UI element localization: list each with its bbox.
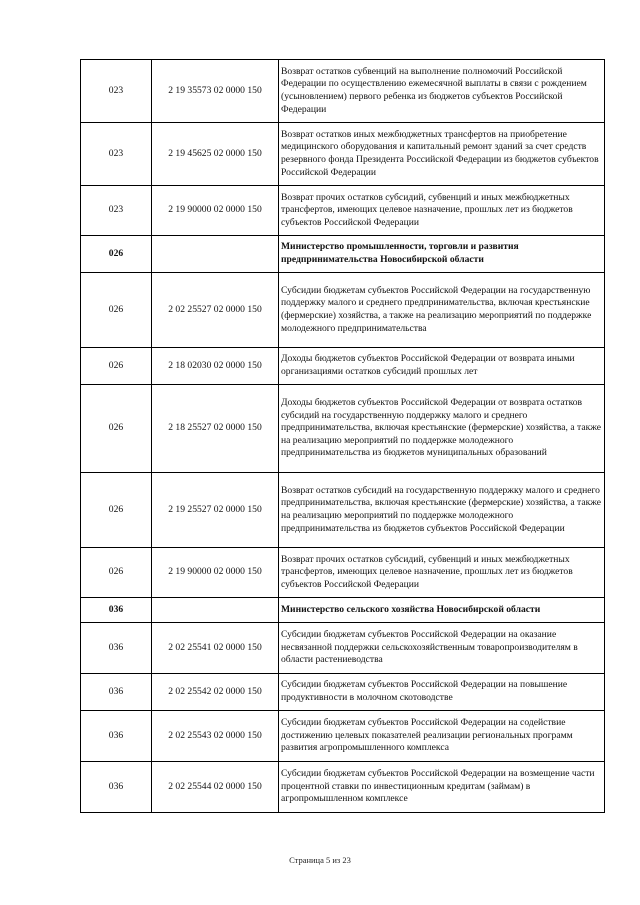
- table-row: [81, 123, 605, 186]
- admin-code-cell: 026: [81, 548, 152, 598]
- table-header-row: [81, 598, 605, 623]
- admin-code-cell: 023: [81, 60, 152, 123]
- revenue-code-cell: 2 19 45625 02 0000 150: [152, 123, 279, 186]
- revenue-code-cell: 2 02 25542 02 0000 150: [152, 674, 279, 711]
- revenue-name-cell: Субсидии бюджетам субъектов Российской Федерации на оказание несвязанной поддержки сельскохозяйственным товаропроизводителям в области растениеводства: [279, 623, 605, 674]
- table-row: [81, 711, 605, 762]
- revenue-code-cell: 2 19 25527 02 0000 150: [152, 473, 279, 548]
- revenue-code-cell: 2 18 02030 02 0000 150: [152, 348, 279, 385]
- table-row: [81, 60, 605, 123]
- revenue-code-cell: 2 02 25541 02 0000 150: [152, 623, 279, 674]
- table-row: [81, 548, 605, 598]
- admin-code-cell: 036: [81, 598, 152, 623]
- admin-code-cell: 036: [81, 674, 152, 711]
- table-row: [81, 186, 605, 236]
- table-row: [81, 473, 605, 548]
- revenue-code-cell: 2 02 25543 02 0000 150: [152, 711, 279, 762]
- revenue-name-cell: Доходы бюджетов субъектов Российской Федерации от возврата иными организациями остатков субсидий прошлых лет: [279, 348, 605, 385]
- revenue-code-cell: [152, 598, 279, 623]
- revenue-name-cell: Возврат прочих остатков субсидий, субвенций и иных межбюджетных трансфертов, имеющих целевое назначение, прошлых лет из бюджетов субъектов Российской Федерации: [279, 186, 605, 236]
- table-body: [81, 60, 605, 813]
- revenue-code-cell: 2 19 35573 02 0000 150: [152, 60, 279, 123]
- admin-code-cell: 036: [81, 711, 152, 762]
- revenue-name-cell: Субсидии бюджетам субъектов Российской Федерации на повышение продуктивности в молочном скотоводстве: [279, 674, 605, 711]
- revenue-name-cell: Возврат остатков субвенций на выполнение полномочий Российской Федерации по осуществлению ежемесячной выплаты в связи с рождением (усыновлением) первого ребенка из бюджетов субъектов Российской Федерации: [279, 60, 605, 123]
- revenue-name-cell: Субсидии бюджетам субъектов Российской Федерации на возмещение части процентной ставки по инвестиционным кредитам (займам) в агропромышленном комплексе: [279, 762, 605, 813]
- table-row: [81, 623, 605, 674]
- admin-code-cell: 026: [81, 273, 152, 348]
- admin-code-cell: 026: [81, 348, 152, 385]
- revenue-name-cell: Возврат остатков субсидий на государственную поддержку малого и среднего предпринимательства, включая крестьянские (фермерские) хозяйства, а также на реализацию мероприятий по поддержке молодежного предпринимательства из бюджетов субъектов Российской Федерации: [279, 473, 605, 548]
- revenue-name-cell: Субсидии бюджетам субъектов Российской Федерации на содействие достижению целевых показателей реализации региональных программ развития агропромышленного комплекса: [279, 711, 605, 762]
- admin-code-cell: 026: [81, 236, 152, 273]
- revenue-name-cell: Министерство промышленности, торговли и развития предпринимательства Новосибирской области: [279, 236, 605, 273]
- table-row: [81, 674, 605, 711]
- budget-classification-table: [80, 59, 605, 813]
- revenue-code-cell: 2 19 90000 02 0000 150: [152, 548, 279, 598]
- revenue-name-cell: Министерство сельского хозяйства Новосибирской области: [279, 598, 605, 623]
- revenue-name-cell: Возврат прочих остатков субсидий, субвенций и иных межбюджетных трансфертов, имеющих целевое назначение, прошлых лет из бюджетов субъектов Российской Федерации: [279, 548, 605, 598]
- revenue-name-cell: Субсидии бюджетам субъектов Российской Федерации на государственную поддержку малого и среднего предпринимательства, включая крестьянские (фермерские) хозяйства, а также на реализацию мероприятий по поддержке молодежного предпринимательства: [279, 273, 605, 348]
- revenue-code-cell: 2 02 25527 02 0000 150: [152, 273, 279, 348]
- table-row: [81, 348, 605, 385]
- revenue-name-cell: Доходы бюджетов субъектов Российской Федерации от возврата остатков субсидий на государственную поддержку малого и среднего предпринимательства, включая крестьянские (фермерские) хозяйства, а также на реализацию мероприятий по поддержке молодежного предпринимательства из бюджетов муниципальных образований: [279, 385, 605, 473]
- revenue-code-cell: 2 19 90000 02 0000 150: [152, 186, 279, 236]
- table-row: [81, 273, 605, 348]
- table-header-row: [81, 236, 605, 273]
- table-row: [81, 762, 605, 813]
- admin-code-cell: 026: [81, 385, 152, 473]
- table-row: [81, 385, 605, 473]
- revenue-name-cell: Возврат остатков иных межбюджетных трансфертов на приобретение медицинского оборудования и капитальный ремонт зданий за счет средств резервного фонда Президента Российской Федерации из бюджетов субъектов Российской Федерации: [279, 123, 605, 186]
- revenue-code-cell: 2 18 25527 02 0000 150: [152, 385, 279, 473]
- admin-code-cell: 036: [81, 762, 152, 813]
- revenue-code-cell: 2 02 25544 02 0000 150: [152, 762, 279, 813]
- admin-code-cell: 023: [81, 123, 152, 186]
- page-footer: Страница 5 из 23: [289, 855, 351, 865]
- revenue-code-cell: [152, 236, 279, 273]
- admin-code-cell: 023: [81, 186, 152, 236]
- admin-code-cell: 036: [81, 623, 152, 674]
- admin-code-cell: 026: [81, 473, 152, 548]
